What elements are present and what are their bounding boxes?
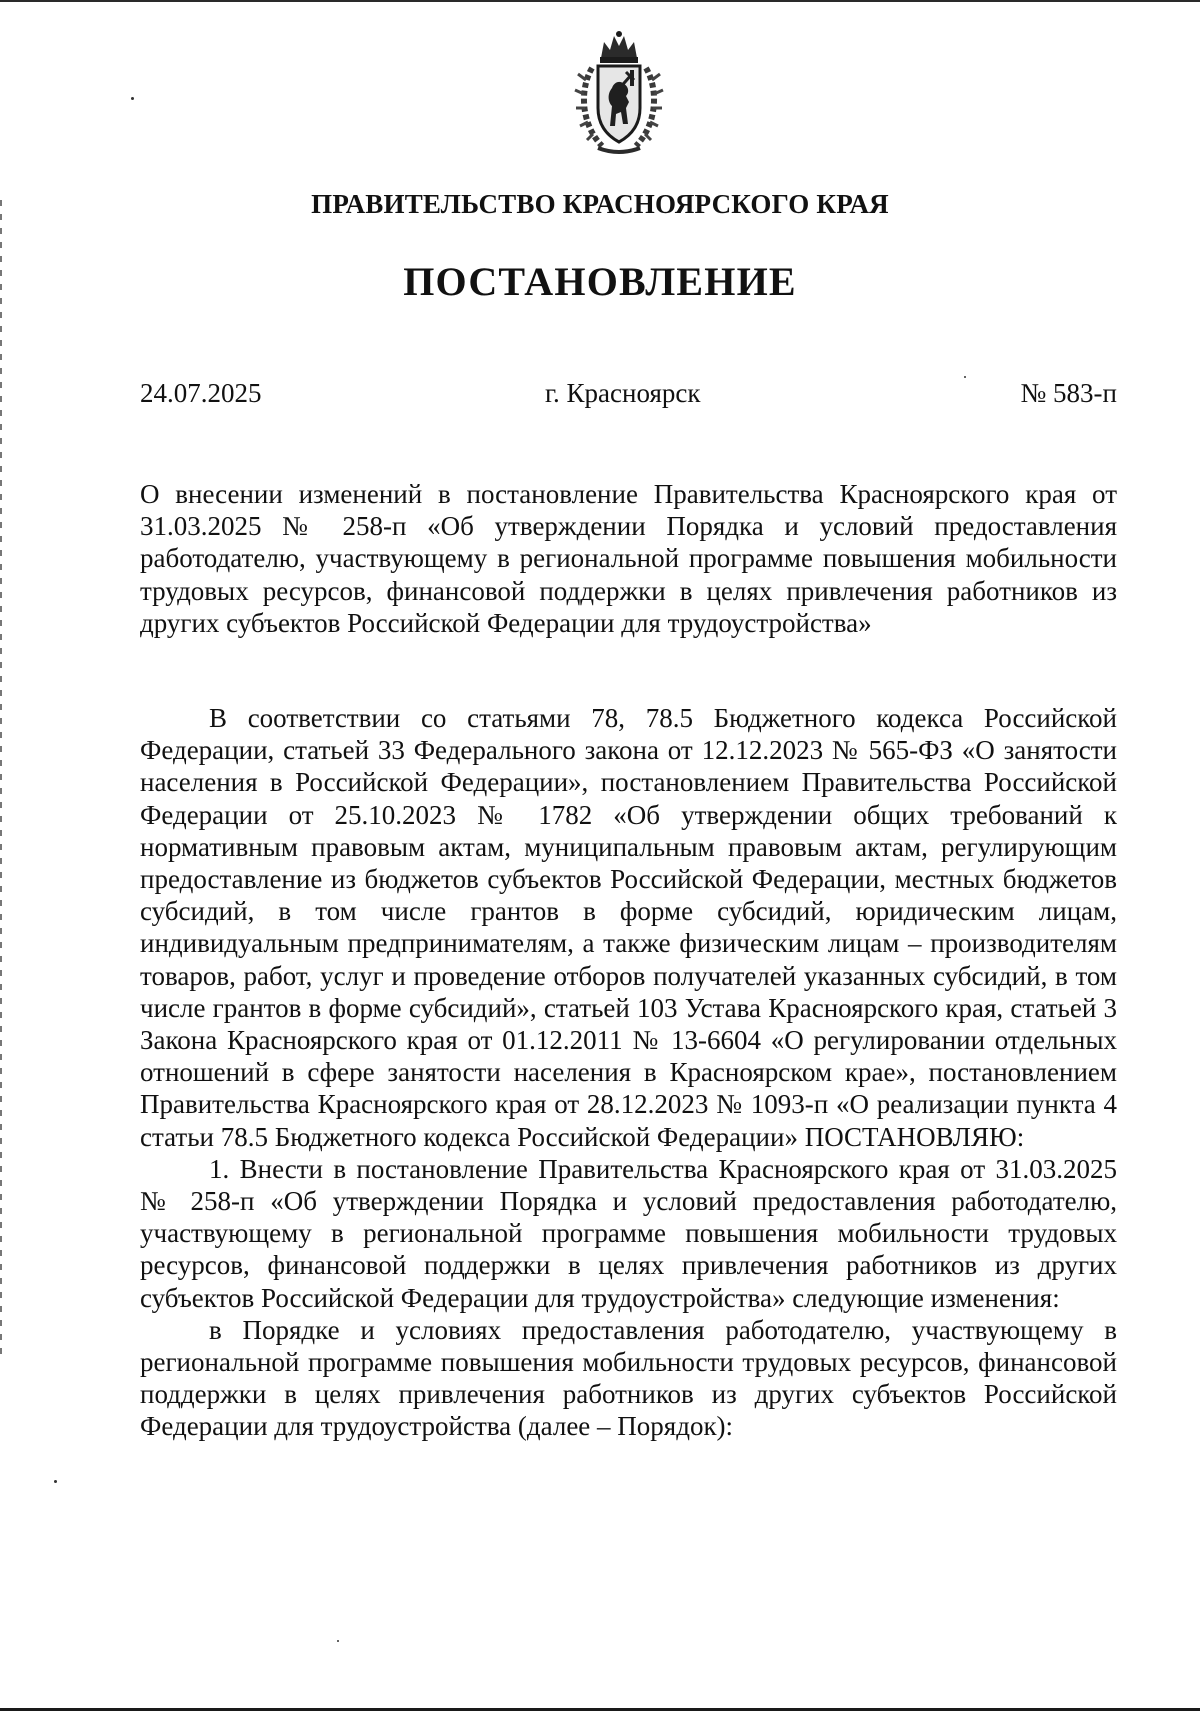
document-type-heading: ПОСТАНОВЛЕНИЕ xyxy=(403,259,797,304)
scan-edge-left xyxy=(0,200,2,1360)
document-body xyxy=(140,702,1117,1443)
krasnoyarsk-coat-of-arms-icon xyxy=(574,28,664,158)
scan-speck xyxy=(131,97,134,100)
scan-speck xyxy=(54,1480,57,1483)
scan-speck xyxy=(337,1640,339,1642)
document-number: № 583-п xyxy=(1020,378,1117,408)
scan-edge-top xyxy=(0,0,1200,2)
scan-speck xyxy=(964,376,966,378)
document-date: 24.07.2025 xyxy=(140,378,262,408)
body-paragraph: в Порядке и условиях предоставления работодателю, участвующему в региональной программе повышения мобильности трудовых ресурсов, финансовой поддержки в целях привлечения работников из других субъектов Российской Федерации для трудоустройства (далее – Порядок): xyxy=(140,1314,1117,1442)
document-subject: О внесении изменений в постановление Правительства Красноярского края от 31.03.2025 № 258-п «Об утверждении Порядка и условий предоставления работодателю, участвующему в региональной программе повышения мобильности трудовых ресурсов, финансовой поддержки в целях привлечения работников из других субъектов Российской Федерации для трудоустройства» xyxy=(140,479,1117,638)
scan-edge-bottom xyxy=(0,1708,1200,1711)
body-paragraph: 1. Внести в постановление Правительства Красноярского края от 31.03.2025 № 258-п «Об утверждении Порядка и условий предоставления работодателю, участвующему в региональной программе повышения мобильности трудовых ресурсов, финансовой поддержки в целях привлечения работников из других субъектов Российской Федерации для трудоустройства» следующие изменения: xyxy=(140,1153,1117,1313)
body-paragraph: В соответствии со статьями 78, 78.5 Бюджетного кодекса Российской Федерации, статьей 33 Федерального закона от 12.12.2023 № 565-ФЗ «О занятости населения в Российской Федерации», постановлением Правительства Российской Федерации от 25.10.2023 № 1782 «Об утверждении общих требований к нормативным правовым актам, муниципальным правовым актам, регулирующим предоставление из бюджетов субъектов Российской Федерации, местных бюджетов субсидий, в том числе грантов в форме субсидий, юридическим лицам, индивидуальным предпринимателям, а также физическим лицам – производителям товаров, работ, услуг и проведение отборов получателей указанных субсидий, в том числе грантов в форме субсидий», статьей 103 Устава Красноярского края, статьей 3 Закона Красноярского края от 01.12.2011 № 13-6604 «О регулировании отдельных отношений в сфере занятости населения в Красноярском крае», постановлением Правительства Красноярского края от 28.12.2023 № 1093-п «О реализации пункта 4 статьи 78.5 Бюджетного кодекса Российской Федерации» ПОСТАНОВЛЯЮ: xyxy=(140,703,1117,1152)
document-city: г. Красноярск xyxy=(545,378,701,408)
organization-title: ПРАВИТЕЛЬСТВО КРАСНОЯРСКОГО КРАЯ xyxy=(311,189,889,219)
